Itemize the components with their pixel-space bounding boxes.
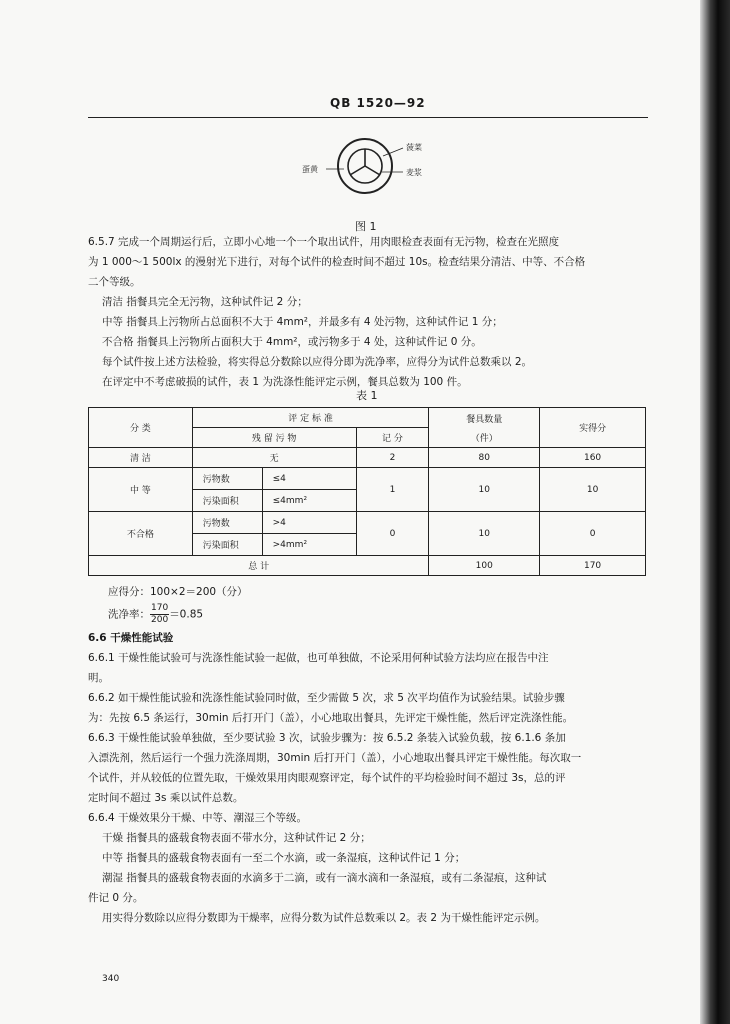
rate-suffix: ＝0.85 <box>169 608 204 621</box>
label-egg-yolk: 蛋黄 <box>302 165 318 174</box>
dry-grade-dry: 干燥 指餐具的盛载食物表面不带水分，这种试件记 2 分； <box>102 832 371 844</box>
paragraph-line: 定时间不超过 3s 乘以试件总数。 <box>88 792 244 804</box>
row-total-label: 总 计 <box>89 556 429 576</box>
row-fail-actual: 0 <box>540 512 646 556</box>
label-oatmeal: 麦浆 <box>406 168 422 177</box>
rate-prefix: 洗净率： <box>108 608 150 621</box>
row-clean-actual: 160 <box>540 448 646 468</box>
paragraph-line: 6.5.7 完成一个周期运行后，立即小心地一个一个取出试件，用肉眼检查表面有无污物，检查在光照度 <box>88 236 560 248</box>
row-clean-name: 清 洁 <box>89 448 193 468</box>
header-count-label: 餐具数量 <box>466 414 503 425</box>
header-score: 记 分 <box>356 428 429 448</box>
row-medium-score: 1 <box>356 468 429 512</box>
paragraph-line: 6.6.4 干燥效果分干燥、中等、潮湿三个等级。 <box>88 812 308 824</box>
standard-code: QB 1520—92 <box>330 96 426 110</box>
row-fail-name: 不合格 <box>89 512 193 556</box>
figure-1 <box>290 136 440 196</box>
grade-medium: 中等 指餐具上污物所占总面积不大于 4mm²，并最多有 4 处污物，这种试件记 1 分； <box>102 316 503 328</box>
formula-wash-rate <box>108 603 203 626</box>
row-clean-residue: 无 <box>192 448 356 468</box>
dry-grade-wet: 潮湿 指餐具的盛载食物表面的水滴多于二滴，或有一滴水滴和一条湿痕，或有二条湿痕，这种试 <box>102 872 547 884</box>
header-category: 分 类 <box>89 408 193 448</box>
paragraph-line: 件记 0 分。 <box>88 892 144 904</box>
rate-numerator: 170 <box>151 603 169 613</box>
row-clean-count: 80 <box>429 448 540 468</box>
paragraph-line: 二个等级。 <box>88 276 141 288</box>
section-6-6 <box>88 628 648 928</box>
header-count-unit: （件） <box>470 433 498 444</box>
formula-due-score: 应得分：100×2＝200（分） <box>108 586 248 598</box>
table-1 <box>88 407 646 576</box>
header-residue: 残 留 污 物 <box>192 428 356 448</box>
table-caption: 表 1 <box>356 389 378 402</box>
row-medium-name: 中 等 <box>89 468 193 512</box>
page-number: 340 <box>102 974 120 984</box>
row-medium-item2: 污染面积 <box>192 490 262 512</box>
paragraph-line: 每个试件按上述方法检验，将实得总分数除以应得分即为洗净率，应得分为试件总数乘以 2。 <box>102 356 533 368</box>
row-fail-count: 10 <box>429 512 540 556</box>
section-heading: 6.6 干燥性能试验 <box>88 632 174 644</box>
paragraph-line: 6.6.3 干燥性能试验单独做，至少要试验 3 次，试验步骤为：按 6.5.2 条装入试验负载，按 6.1.6 条加 <box>88 732 566 744</box>
row-fail-cond1: >4 <box>262 512 356 534</box>
section-6-5-7 <box>88 232 648 392</box>
row-medium-count: 10 <box>429 468 540 512</box>
grade-fail: 不合格 指餐具上污物所占面积大于 4mm²，或污物多于 4 处，这种试件记 0 分。 <box>102 336 482 348</box>
row-total-actual: 170 <box>540 556 646 576</box>
rate-fraction <box>150 603 169 626</box>
paragraph-line: 用实得分数除以应得分数即为干燥率，应得分数为试件总数乘以 2。表 2 为干燥性能评定示例。 <box>102 912 546 924</box>
figure-caption: 图 1 <box>355 220 377 233</box>
paragraph-line: 明。 <box>88 672 109 684</box>
header-count <box>429 408 540 448</box>
rate-denominator: 200 <box>151 615 169 625</box>
scan-edge <box>700 0 730 1024</box>
header-rule <box>88 117 648 118</box>
header-actual: 实得分 <box>540 408 646 448</box>
row-fail-item1: 污物数 <box>192 512 262 534</box>
paragraph-line: 6.6.2 如干燥性能试验和洗涤性能试验同时做，至少需做 5 次，求 5 次平均值作为试验结果。试验步骤 <box>88 692 565 704</box>
row-fail-item2: 污染面积 <box>192 534 262 556</box>
row-medium-cond2: ≤4mm² <box>262 490 356 512</box>
paragraph-line: 6.6.1 干燥性能试验可与洗涤性能试验一起做，也可单独做，不论采用何种试验方法均应在报告中注 <box>88 652 549 664</box>
paragraph-line: 个试件，并从较低的位置先取，干燥效果用肉眼观察评定，每个试件的平均检验时间不超过 3s，总的评 <box>88 772 566 784</box>
row-medium-item1: 污物数 <box>192 468 262 490</box>
paragraph-line: 为：先按 6.5 条运行，30min 后打开门（盖），小心地取出餐具，先评定干燥性能，然后评定洗涤性能。 <box>88 712 574 724</box>
header-criteria: 评 定 标 准 <box>192 408 429 428</box>
paragraph-line: 入漂洗剂，然后运行一个强力洗涤周期，30min 后打开门（盖），小心地取出餐具评定干燥性能。每次取一 <box>88 752 582 764</box>
paragraph-line: 在评定中不考虑破损的试件，表 1 为洗涤性能评定示例，餐具总数为 100 件。 <box>102 376 468 388</box>
row-medium-actual: 10 <box>540 468 646 512</box>
paragraph-line: 为 1 000～1 500lx 的漫射光下进行，对每个试件的检查时间不超过 10s。检查结果分清洁、中等、不合格 <box>88 256 586 268</box>
label-spinach: 菠菜 <box>406 143 422 152</box>
row-clean-score: 2 <box>356 448 429 468</box>
row-fail-cond2: >4mm² <box>262 534 356 556</box>
row-medium-cond1: ≤4 <box>262 468 356 490</box>
grade-clean: 清洁 指餐具完全无污物，这种试件记 2 分； <box>102 296 308 308</box>
row-total-count: 100 <box>429 556 540 576</box>
row-fail-score: 0 <box>356 512 429 556</box>
dry-grade-medium: 中等 指餐具的盛载食物表面有一至二个水滴，或一条湿痕，这种试件记 1 分； <box>102 852 466 864</box>
